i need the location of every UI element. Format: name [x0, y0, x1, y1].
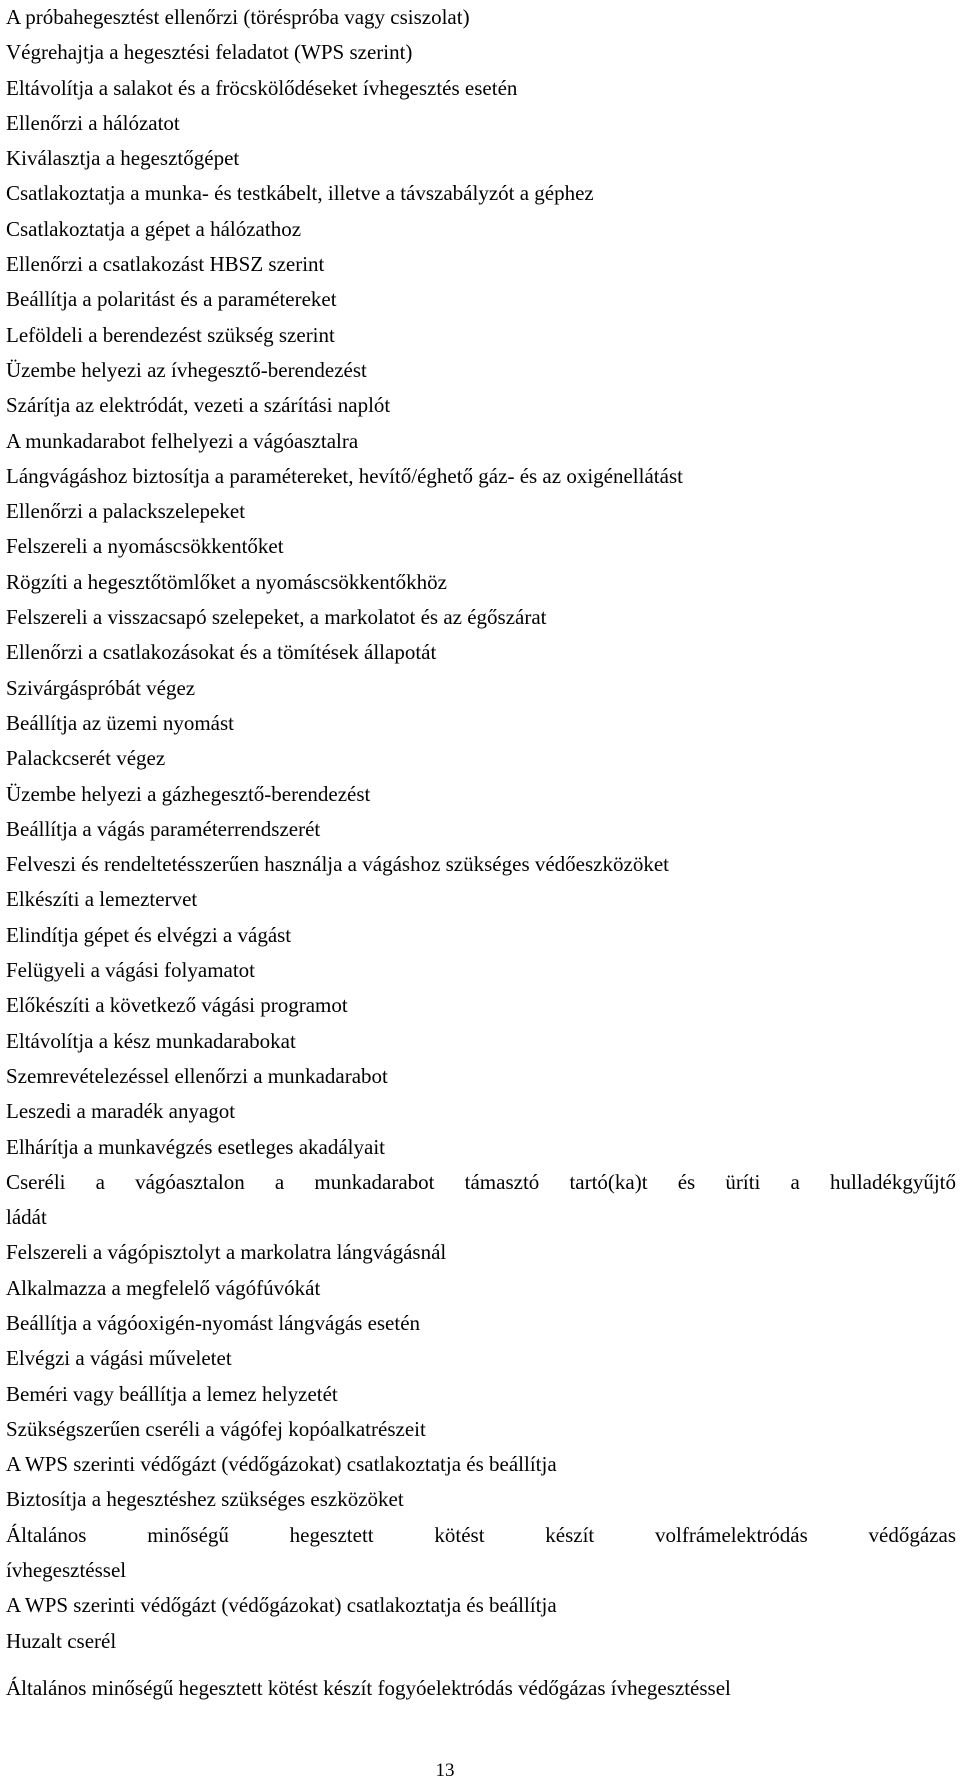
- list-item: Csatlakoztatja a gépet a hálózathoz: [6, 216, 302, 241]
- list-item: Rögzíti a hegesztőtömlőket a nyomáscsökkentőkhöz: [6, 569, 447, 594]
- list-item-continuation: ívhegesztéssel: [6, 1558, 127, 1583]
- list-item: Felszereli a visszacsapó szelepeket, a markolatot és az égőszárat: [6, 605, 547, 630]
- list-item: Ellenőrzi a csatlakozásokat és a tömítések állapotát: [6, 640, 437, 665]
- list-item: Kiválasztja a hegesztőgépet: [6, 146, 240, 171]
- list-item: Általános minőségű hegesztett kötést készít volfrámelektródás védőgázas: [6, 1522, 956, 1547]
- list-item: Szárítja az elektródát, vezeti a szárítási naplót: [6, 393, 391, 418]
- list-item: Szükségszerűen cseréli a vágófej kopóalkatrészeit: [6, 1416, 426, 1441]
- list-item: Lángvágáshoz biztosítja a paramétereket, hevítő/éghető gáz- és az oxigénellátást: [6, 463, 683, 488]
- list-item: Felveszi és rendeltetésszerűen használja a vágáshoz szükséges védőeszközöket: [6, 852, 669, 877]
- list-item: Szivárgáspróbát végez: [6, 675, 196, 700]
- list-item: Cseréli a vágóasztalon a munkadarabot támasztó tartó(ka)t és üríti a hulladékgyűjtő: [6, 1169, 956, 1194]
- list-item: Végrehajtja a hegesztési feladatot (WPS szerint): [6, 40, 413, 65]
- list-item: Felszereli a vágópisztolyt a markolatra lángvágásnál: [6, 1240, 447, 1265]
- list-item: Szemrevételezéssel ellenőrzi a munkadarabot: [6, 1063, 388, 1088]
- task-list: [6, 0, 956, 1706]
- list-item: Felügyeli a vágási folyamatot: [6, 958, 256, 983]
- list-item: Üzembe helyezi az ívhegesztő-berendezést: [6, 357, 367, 382]
- list-item-continuation: ládát: [6, 1205, 47, 1230]
- list-item: Ellenőrzi a hálózatot: [6, 110, 180, 135]
- list-item: Előkészíti a következő vágási programot: [6, 993, 348, 1018]
- list-item: Alkalmazza a megfelelő vágófúvókát: [6, 1275, 321, 1300]
- list-item: A WPS szerinti védőgázt (védőgázokat) csatlakoztatja és beállítja: [6, 1593, 557, 1618]
- list-item: A próbahegesztést ellenőrzi (töréspróba vagy csiszolat): [6, 5, 470, 29]
- list-item: A munkadarabot felhelyezi a vágóasztalra: [6, 428, 359, 453]
- list-item: Csatlakoztatja a munka- és testkábelt, illetve a távszabályzót a géphez: [6, 181, 594, 206]
- list-item: Elvégzi a vágási műveletet: [6, 1346, 232, 1371]
- list-item: Elkészíti a lemeztervet: [6, 887, 198, 912]
- list-item: Biztosítja a hegesztéshez szükséges eszközöket: [6, 1487, 404, 1512]
- list-item: Beállítja a vágás paraméterrendszerét: [6, 816, 321, 841]
- list-item: Általános minőségű hegesztett kötést készít fogyóelektródás védőgázas ívhegesztéssel: [6, 1675, 731, 1700]
- list-item: Leföldeli a berendezést szükség szerint: [6, 322, 335, 347]
- list-item: Beállítja az üzemi nyomást: [6, 710, 235, 735]
- list-item: Elhárítja a munkavégzés esetleges akadályait: [6, 1134, 385, 1159]
- list-item: Huzalt cserél: [6, 1628, 117, 1653]
- list-item: Ellenőrzi a csatlakozást HBSZ szerint: [6, 252, 325, 277]
- page-number: 13: [435, 1760, 455, 1781]
- list-item: Leszedi a maradék anyagot: [6, 1099, 236, 1124]
- list-item: Beállítja a polaritást és a paramétereket: [6, 287, 337, 312]
- list-item: Üzembe helyezi a gázhegesztő-berendezést: [6, 781, 371, 806]
- list-item: Palackcserét végez: [6, 746, 166, 771]
- list-item: Beméri vagy beállítja a lemez helyzetét: [6, 1381, 338, 1406]
- list-item: A WPS szerinti védőgázt (védőgázokat) csatlakoztatja és beállítja: [6, 1452, 557, 1477]
- list-item: Ellenőrzi a palackszelepeket: [6, 499, 246, 524]
- list-item: Eltávolítja a kész munkadarabokat: [6, 1028, 296, 1053]
- list-item: Beállítja a vágóoxigén-nyomást lángvágás esetén: [6, 1310, 421, 1335]
- list-item: Eltávolítja a salakot és a fröcskölődéseket ívhegesztés esetén: [6, 75, 518, 100]
- list-item: Elindítja gépet és elvégzi a vágást: [6, 922, 292, 947]
- list-item: Felszereli a nyomáscsökkentőket: [6, 534, 284, 559]
